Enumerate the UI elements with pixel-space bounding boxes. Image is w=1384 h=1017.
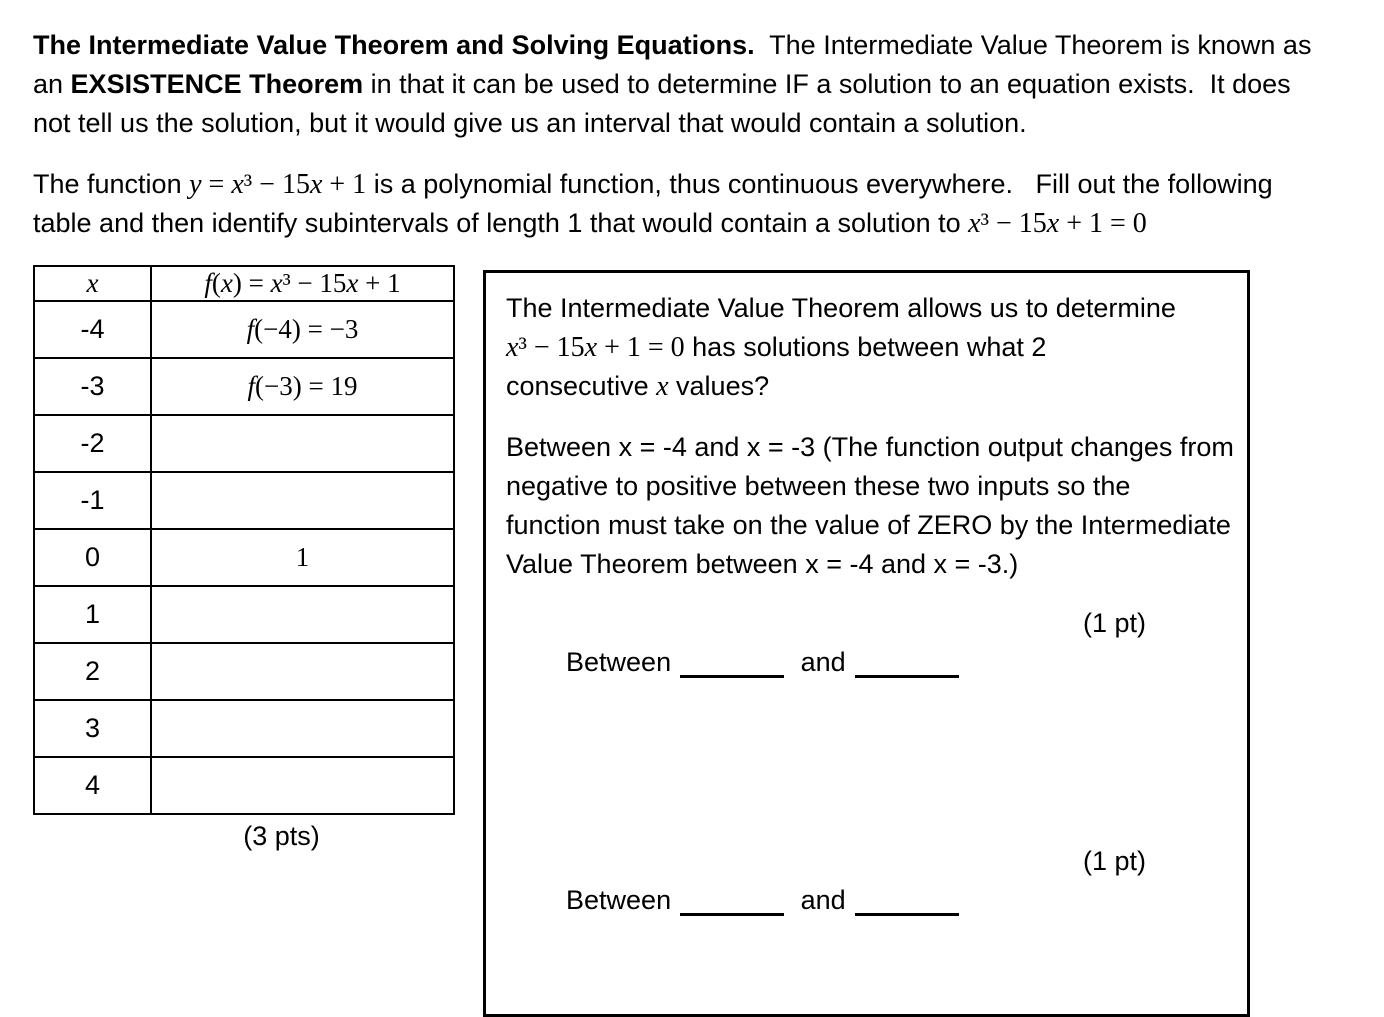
setup-line-2 <box>33 204 1384 243</box>
between-blank-row-2 <box>506 842 1227 998</box>
question-text: The Intermediate Value Theorem allows us to determine <box>506 293 1176 323</box>
points-badge-2: (1 pt) <box>1083 846 1147 876</box>
question-text: has solutions between what 2 <box>684 332 1047 362</box>
x-cell: -4 <box>34 301 151 358</box>
fx-cell: f(−4) = −3 <box>151 301 454 358</box>
ivt-question <box>506 289 1227 406</box>
x-cell: -1 <box>34 472 151 529</box>
intro-line-1-text: The Intermediate Value Theorem is known as <box>754 30 1312 60</box>
between-blank-row-1 <box>506 604 1227 760</box>
blank-line-2b <box>855 887 959 916</box>
points-badge-1: (1 pt) <box>1083 608 1147 638</box>
answer-text: Between x = -4 and x = -3 (The function output changes from <box>506 432 1234 462</box>
table-column <box>33 265 455 852</box>
question-line-1 <box>506 289 1227 328</box>
fx-cell: f(−3) = 19 <box>151 358 454 415</box>
table-header-row <box>34 266 454 301</box>
x-cell: -3 <box>34 358 151 415</box>
answer-text: function must take on the value of ZERO by the Intermediate <box>506 510 1231 540</box>
main-content-row <box>33 265 1384 1017</box>
intro-line-2 <box>33 65 1384 104</box>
fx-cell-empty <box>151 415 454 472</box>
answer-line-2 <box>506 467 1227 506</box>
existence-theorem-bold: EXSISTENCE Theorem <box>70 69 364 99</box>
table-row <box>34 757 454 814</box>
target-equation: x³ − 15x + 1 = 0 <box>968 208 1147 239</box>
table-row <box>34 529 454 586</box>
values-table <box>33 265 455 815</box>
intro-line-3-text: not tell us the solution, but it would give us an interval that would contain a solution. <box>33 108 1027 138</box>
between-label: Between <box>566 885 672 915</box>
answer-line-4 <box>506 545 1227 584</box>
intro-line-1 <box>33 26 1384 65</box>
function-equation: y = x³ − 15x + 1 <box>189 169 367 200</box>
blank-line-2a <box>680 887 784 916</box>
intro-title-bold: The Intermediate Value Theorem and Solving Equations. <box>33 30 755 60</box>
answer-line-3 <box>506 506 1231 545</box>
blank-line-1b <box>855 649 959 678</box>
table-row <box>34 358 454 415</box>
sample-answer <box>506 428 1234 584</box>
question-equation: x³ − 15x + 1 = 0 <box>506 332 685 363</box>
intro-line-2-text: in that it can be used to determine IF a solution to an equation exists. It does <box>363 69 1291 99</box>
x-cell: 3 <box>34 700 151 757</box>
table-points-label: (3 pts) <box>243 821 320 851</box>
x-cell: -2 <box>34 415 151 472</box>
x-cell: 1 <box>34 586 151 643</box>
x-cell: 0 <box>34 529 151 586</box>
setup-line-2-pre: table and then identify subintervals of length 1 that would contain a solution to <box>33 208 969 238</box>
header-x: x <box>34 266 151 301</box>
fx-cell-empty <box>151 757 454 814</box>
table-row <box>34 700 454 757</box>
x-variable: x <box>656 371 669 402</box>
fx-cell-empty <box>151 586 454 643</box>
table-row <box>34 301 454 358</box>
intro-line-3 <box>33 104 1384 143</box>
setup-line-1-text: is a polynomial function, thus continuous everywhere. Fill out the following <box>366 169 1273 199</box>
setup-line-1 <box>33 165 1384 204</box>
function-setup-paragraph <box>33 165 1384 243</box>
intro-paragraph <box>33 26 1384 143</box>
answer-box <box>483 270 1250 1017</box>
setup-line-1-pre: The function <box>33 169 190 199</box>
and-label: and <box>793 647 846 677</box>
fx-cell-empty <box>151 700 454 757</box>
fx-cell: 1 <box>151 529 454 586</box>
fx-cell-empty <box>151 472 454 529</box>
x-cell: 2 <box>34 643 151 700</box>
answer-line-1 <box>506 428 1234 467</box>
table-row <box>34 586 454 643</box>
question-text: consecutive <box>506 371 657 401</box>
question-line-3 <box>506 367 1227 406</box>
answer-text: Value Theorem between x = -4 and x = -3.) <box>506 549 1019 579</box>
intro-line-2-pre: an <box>33 69 71 99</box>
table-row <box>34 415 454 472</box>
between-label: Between <box>566 647 672 677</box>
table-row <box>34 643 454 700</box>
x-cell: 4 <box>34 757 151 814</box>
fx-cell-empty <box>151 643 454 700</box>
question-line-2 <box>506 328 1227 367</box>
blank-line-1a <box>680 649 784 678</box>
header-fx: f(x) = x³ − 15x + 1 <box>151 266 454 301</box>
answer-text: negative to positive between these two inputs so the <box>506 471 1131 501</box>
question-text: values? <box>668 371 770 401</box>
and-label: and <box>793 885 846 915</box>
table-row <box>34 472 454 529</box>
